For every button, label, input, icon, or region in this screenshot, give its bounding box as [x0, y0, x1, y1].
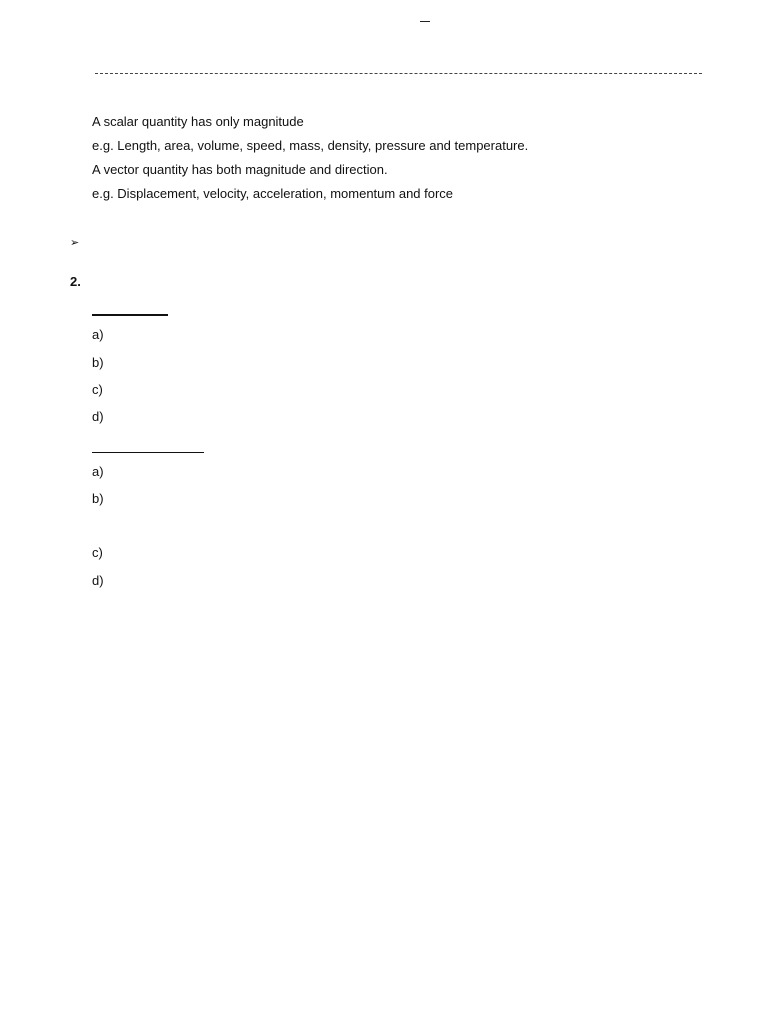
option-label: c): [92, 545, 103, 560]
vector-definition: A vector quantity has both magnitude and direction.: [92, 162, 388, 177]
option-label: c): [92, 382, 103, 397]
option-label: b): [92, 491, 104, 506]
option-label: a): [92, 327, 104, 342]
dashed-separator: [95, 73, 702, 74]
arrow-bullet-icon: ➢: [70, 237, 80, 249]
top-mark: [420, 21, 430, 22]
scalar-examples: e.g. Length, area, volume, speed, mass, density, pressure and temperature.: [92, 138, 529, 153]
vector-examples: e.g. Displacement, velocity, acceleration, momentum and force: [92, 186, 454, 201]
scalar-definition: A scalar quantity has only magnitude: [92, 114, 304, 129]
question-number: 2.: [70, 274, 81, 289]
option-label: a): [92, 464, 104, 479]
option-label: b): [92, 355, 104, 370]
answer-blank-line-two: [92, 452, 204, 453]
option-label: d): [92, 409, 104, 424]
option-label: d): [92, 573, 104, 588]
answer-blank-line-one: [92, 314, 168, 316]
